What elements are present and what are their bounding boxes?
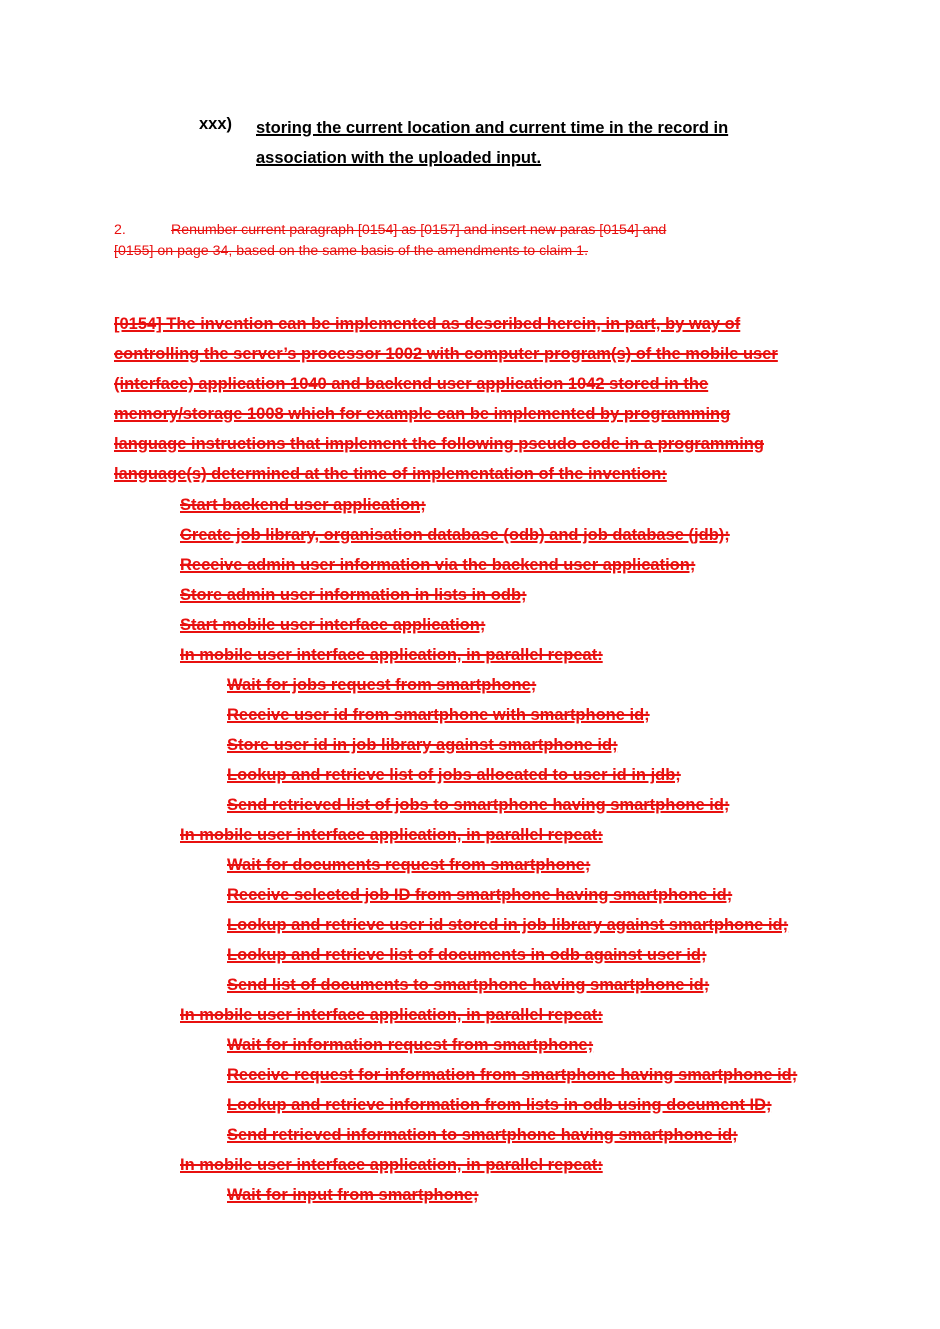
pseudo-code-line: In mobile user interface application, in parallel repeat:	[180, 646, 603, 664]
pseudo-code-line: Receive user id from smartphone with smartphone id;	[227, 706, 650, 724]
pseudo-code-line: Send retrieved information to smartphone having smartphone id;	[227, 1126, 738, 1144]
instruction-text: Renumber current paragraph [0154] as [0157] and insert new paras [0154] and	[171, 222, 667, 238]
pseudo-code-line: Receive admin user information via the backend user application;	[180, 556, 696, 574]
pseudo-code-line: Send list of documents to smartphone having smartphone id;	[227, 976, 710, 994]
paragraph-line: language instructions that implement the following pseudo code in a programming	[114, 435, 764, 453]
pseudo-code-line: Lookup and retrieve list of jobs allocated to user id in jdb;	[227, 766, 681, 784]
paragraph-line: controlling the server’s processor 1002 with computer program(s) of the mobile user	[114, 345, 778, 363]
claim-item-text	[256, 113, 816, 173]
deleted-paragraph	[114, 309, 834, 489]
paragraph-line: language(s) determined at the time of implementation of the invention:	[114, 465, 667, 483]
pseudo-code-line: Wait for documents request from smartphone;	[227, 856, 591, 874]
pseudo-code-line: Lookup and retrieve information from lists in odb using document ID;	[227, 1096, 772, 1114]
pseudo-code-line: Wait for jobs request from smartphone;	[227, 676, 537, 694]
pseudo-code-line: Start mobile user interface application;	[180, 616, 486, 634]
instruction-number: 2.	[114, 222, 126, 238]
pseudo-code-line: Create job library, organisation database (odb) and job database (jdb);	[180, 526, 730, 544]
claim-item-line: storing the current location and current time in the record in	[256, 119, 729, 137]
pseudo-code-line: Lookup and retrieve user id stored in job library against smartphone id;	[227, 916, 789, 934]
pseudo-code-line: Receive request for information from smartphone having smartphone id;	[227, 1066, 798, 1084]
instruction-line	[114, 220, 814, 241]
pseudo-code-line: Store user id in job library against smartphone id;	[227, 736, 618, 754]
pseudo-code-line: Start backend user application;	[180, 496, 426, 514]
pseudo-code-line: In mobile user interface application, in parallel repeat:	[180, 1156, 603, 1174]
pseudo-code-line: In mobile user interface application, in parallel repeat:	[180, 1006, 603, 1024]
pseudo-code-line: In mobile user interface application, in parallel repeat:	[180, 826, 603, 844]
pseudo-code-line: Wait for information request from smartphone;	[227, 1036, 594, 1054]
paragraph-line: [0154] The invention can be implemented as described herein, in part, by way of	[114, 315, 741, 333]
claim-item-line: association with the uploaded input.	[256, 149, 542, 167]
deleted-instruction	[114, 220, 814, 262]
pseudo-code-line: Store admin user information in lists in odb;	[180, 586, 527, 604]
pseudo-code-line: Lookup and retrieve list of documents in odb against user id;	[227, 946, 707, 964]
pseudo-code-line: Receive selected job ID from smartphone having smartphone id;	[227, 886, 733, 904]
instruction-line: [0155] on page 34, based on the same basis of the amendments to claim 1.	[114, 243, 589, 259]
claim-item-label: xxx)	[199, 115, 233, 133]
paragraph-line: (interface) application 1040 and backend user application 1042 stored in the	[114, 375, 709, 393]
paragraph-line: memory/storage 1008 which for example can be implemented by programming	[114, 405, 731, 423]
pseudo-code-line: Wait for input from smartphone;	[227, 1186, 479, 1204]
pseudo-code-line: Send retrieved list of jobs to smartphone having smartphone id;	[227, 796, 730, 814]
